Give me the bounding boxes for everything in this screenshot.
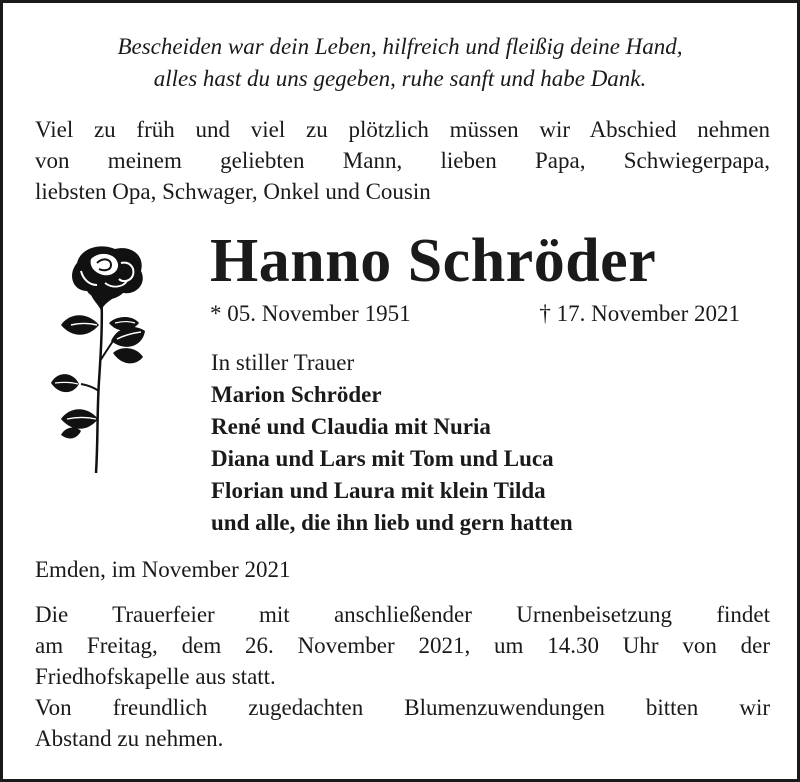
mourners-lead: In stiller Trauer [211,350,355,375]
death-date: † 17. November 2021 [539,301,740,326]
motto-line: Bescheiden war dein Leben, hilfreich und fleißig deine Hand, [117,34,683,59]
flowers-line: Abstand zu nehmen. [35,726,224,751]
mourner-name: Marion Schröder [211,382,382,407]
funeral-line: Friedhofskapelle aus statt. [35,664,276,689]
funeral-info [35,599,770,754]
deceased-name: Hanno Schröder [210,227,657,295]
intro-line: Viel zu früh und viel zu plötzlich müssen wir Abschied nehmen [35,117,770,142]
birth-date: * 05. November 1951 [210,301,411,326]
intro-line: von meinem geliebten Mann, lieben Papa, Schwiegerpapa, [35,148,770,173]
flowers-line: Von freundlich zugedachten Blumenzuwendungen bitten wir [35,695,770,720]
motto-line: alles hast du uns gegeben, ruhe sanft und habe Dank. [153,66,647,91]
mourner-name: René und Claudia mit Nuria [211,414,491,439]
rose-icon [51,241,161,477]
funeral-line: Die Trauerfeier mit anschließender Urnenbeisetzung findet [35,602,770,627]
place-date: Emden, im November 2021 [35,557,291,582]
funeral-line: am Freitag, dem 26. November 2021, um 14.30 Uhr von der [35,633,770,658]
motto-verse [3,31,797,95]
intro-text [35,114,770,207]
mourners-list [211,347,573,539]
mourner-name: und alle, die ihn lieb und gern hatten [211,510,573,535]
intro-line: liebsten Opa, Schwager, Onkel und Cousin [35,179,431,204]
mourner-name: Diana und Lars mit Tom und Luca [211,446,554,471]
mourner-name: Florian und Laura mit klein Tilda [211,478,546,503]
